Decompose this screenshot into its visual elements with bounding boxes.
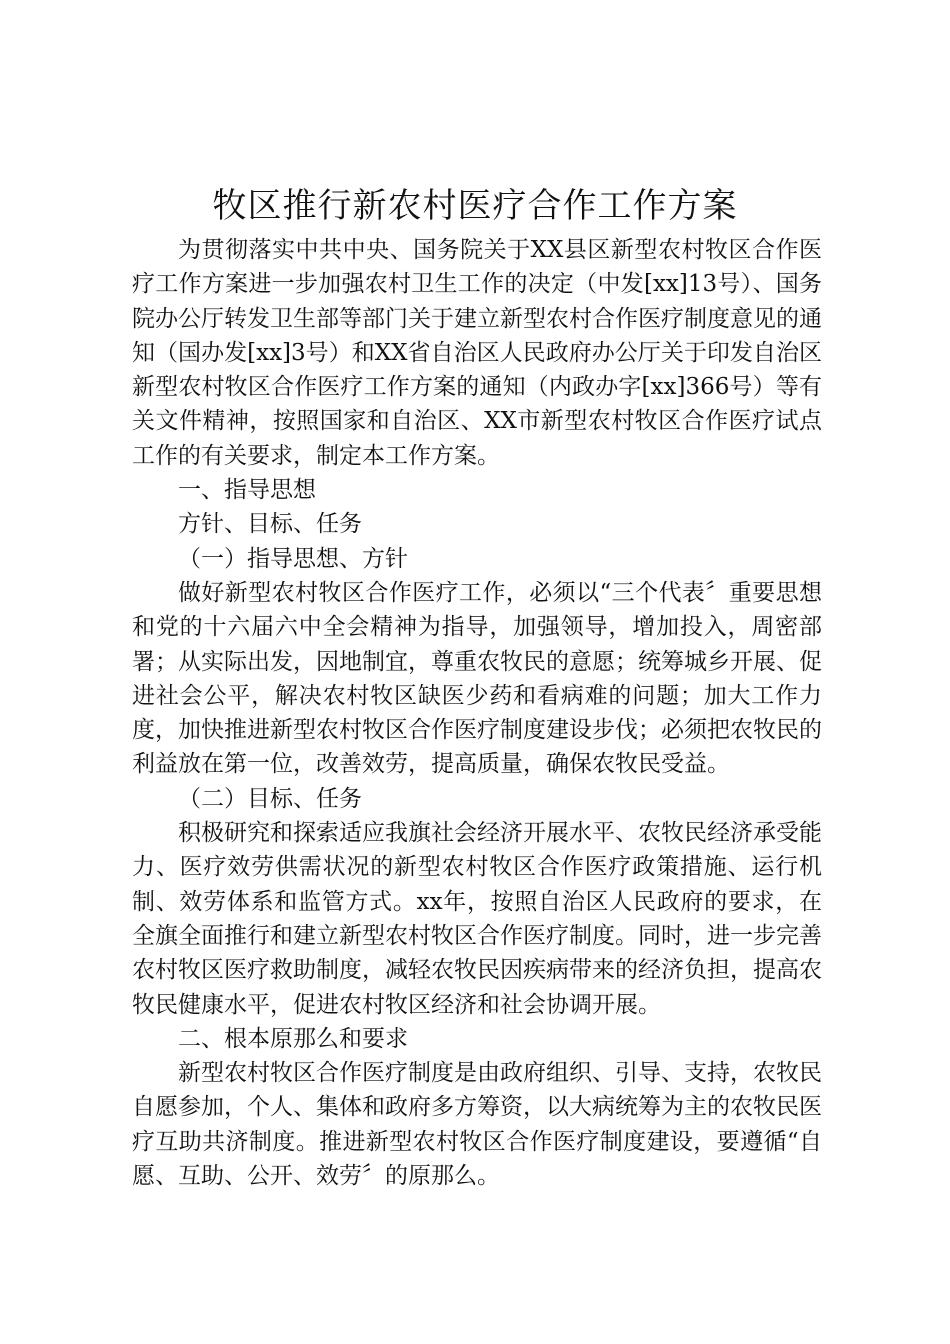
paragraph-intro: 为贯彻落实中共中央、国务院关于XX县区新型农村牧区合作医疗工作方案进一步加强农村卫生工作的决定（中发[xx]13号）、国务院办公厅转发卫生部等部门关于建立新型农村合作医疗制度意见的通知（国办发[xx]3号）和XX省自治区人民政府办公厅关于印发自治区新型农村牧区合作医疗工作方案的通知（内政办字[xx]366号）等有关文件精神，按照国家和自治区、XX市新型农村牧区合作医疗试点工作的有关要求，制定本工作方案。	[132, 237, 822, 469]
paragraph-goals-tasks: 积极研究和探索适应我旗社会经济开展水平、农牧民经济承受能力、医疗效劳供需状况的新型农村牧区合作医疗政策措施、运行机制、效劳体系和监管方式。xx年，按照自治区人民政府的要求，在全旗全面推行和建立新型农村牧区合作医疗制度。同时，进一步完善农村牧区医疗救助制度，减轻农牧民因疾病带来的经济负担，提高农牧民健康水平，促进农村牧区经济和社会协调开展。	[132, 820, 822, 1018]
subheading-policy-goals-tasks: 方针、目标、任务	[178, 511, 362, 538]
paragraph-principles: 新型农村牧区合作医疗制度是由政府组织、引导、支持，农牧民自愿参加，个人、集体和政府多方筹资，以大病统筹为主的农牧民医疗互助共济制度。推进新型农村牧区合作医疗制度建设，要遵循“自愿、互助、公开、效劳〞的原那么。	[132, 1060, 822, 1190]
section-heading-principles: 二、根本原那么和要求	[178, 1025, 408, 1052]
document-body	[132, 233, 822, 1193]
paragraph-guiding-thought: 做好新型农村牧区合作医疗工作，必须以“三个代表〞重要思想和党的十六届六中全会精神为指导，加强领导，增加投入，周密部署；从实际出发，因地制宜，尊重农牧民的意愿；统筹城乡开展、促进社会公平，解决农村牧区缺医少药和看病难的问题；加大工作力度，加快推进新型农村牧区合作医疗制度建设步伐；必须把农牧民的利益放在第一位，改善效劳，提高质量，确保农牧民受益。	[132, 579, 822, 778]
subheading-goals-tasks: （二）目标、任务	[178, 785, 362, 812]
document-title: 牧区推行新农村医疗合作工作方案	[212, 186, 738, 226]
section-heading-guiding-thought: 一、指导思想	[178, 477, 316, 504]
subheading-guiding-thought-policy: （一）指导思想、方针	[178, 545, 408, 572]
